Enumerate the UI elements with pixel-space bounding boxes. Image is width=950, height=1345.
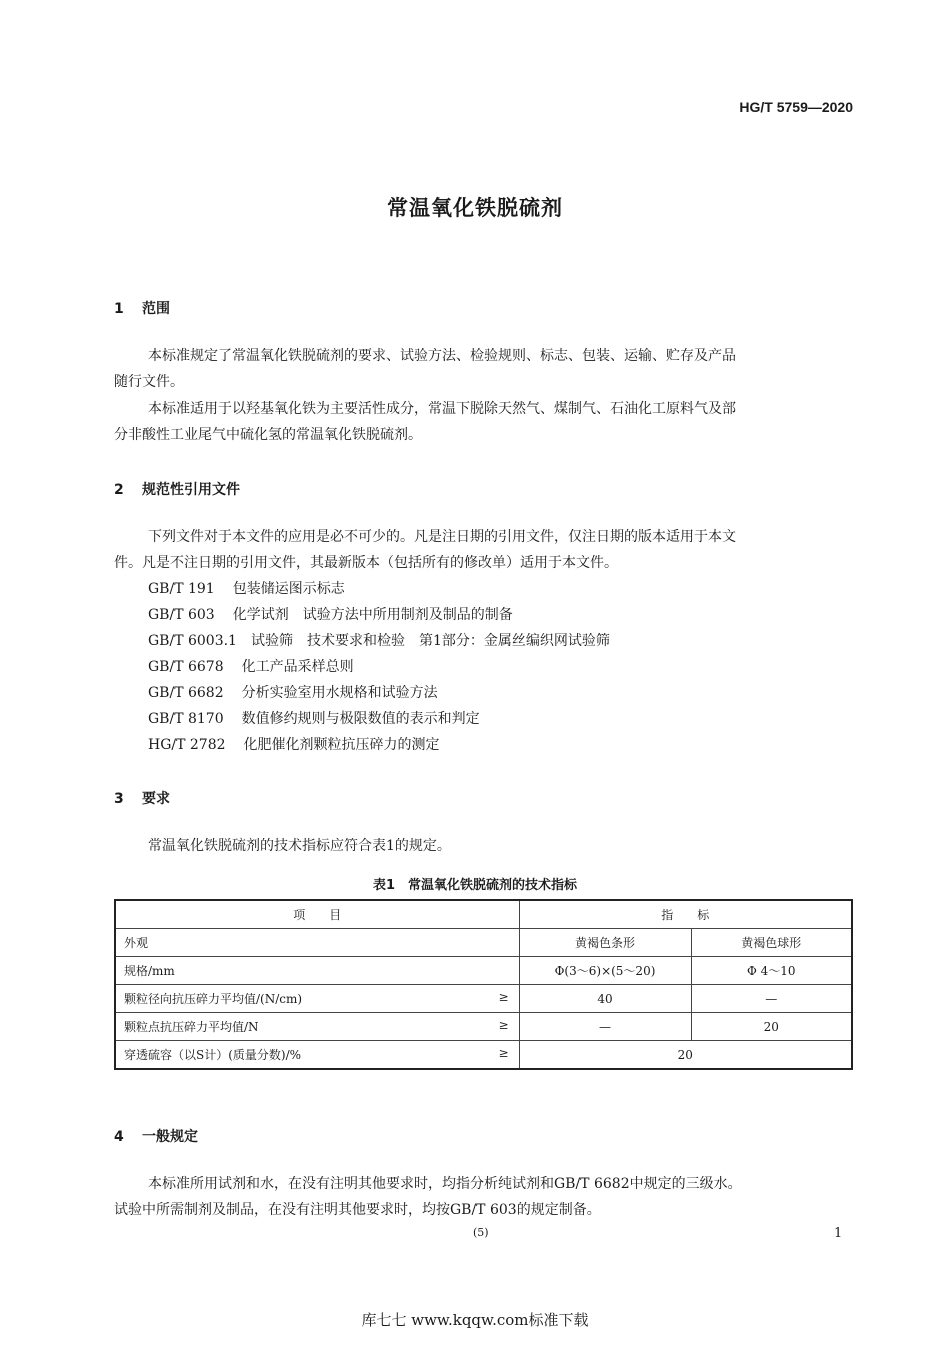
row-item: [115, 957, 519, 985]
row-item: [115, 1013, 519, 1041]
ref-code: GB/T 6678: [148, 659, 224, 675]
normative-intro: [114, 524, 854, 576]
reference-item: [148, 732, 610, 758]
reference-item: [148, 706, 610, 732]
reference-list: [148, 576, 610, 758]
text-line: 随行文件。: [114, 374, 184, 390]
table-row: [115, 957, 852, 985]
ref-name: 化学试剂 试验方法中所用制剂及制品的制备: [232, 607, 513, 623]
ref-name: 包装储运图示标志: [232, 581, 345, 597]
section-heading-requirements: [114, 788, 170, 808]
ref-name: 化工产品采样总则: [241, 659, 354, 675]
reference-item: [148, 576, 610, 602]
table-row: [115, 1013, 852, 1041]
section-heading-scope: [114, 298, 170, 318]
ref-code: GB/T 6682: [148, 685, 224, 701]
row-item: [115, 1041, 519, 1070]
reference-item: [148, 654, 610, 680]
text-line: 试验中所需制剂及制品，在没有注明其他要求时，均按GB/T 603的规定制备。: [114, 1202, 601, 1218]
operator: ≥: [498, 1018, 509, 1032]
ref-code: GB/T 6003.1: [148, 633, 237, 649]
standard-code: HG/T 5759—2020: [739, 99, 853, 115]
section-title: 规范性引用文件: [142, 482, 240, 498]
text-line: 本标准规定了常温氧化铁脱硫剂的要求、试验方法、检验规则、标志、包装、运输、贮存及产品: [148, 348, 736, 364]
text-line: 下列文件对于本文件的应用是必不可少的。凡是注日期的引用文件，仅注日期的版本适用于本文: [148, 529, 736, 545]
reference-item: [148, 680, 610, 706]
item-label: 颗粒点抗压碎力平均值/N: [124, 1020, 259, 1034]
text-line: 分非酸性工业尾气中硫化氢的常温氧化铁脱硫剂。: [114, 427, 422, 443]
ref-code: HG/T 2782: [148, 737, 226, 753]
requirements-text: [114, 833, 854, 859]
text-line: 本标准所用试剂和水，在没有注明其他要求时，均指分析纯试剂和GB/T 6682中规定的三级水。: [148, 1176, 742, 1192]
row-value-a: 40: [519, 985, 691, 1013]
text-line: 件。凡是不注日期的引用文件，其最新版本（包括所有的修改单）适用于本文件。: [114, 555, 618, 571]
section-number: 2: [114, 482, 124, 498]
row-value-b: 黄褐色球形: [691, 929, 852, 957]
section-heading-general: [114, 1126, 198, 1146]
table-row: [115, 929, 852, 957]
footer-watermark: 库七七 www.kqqw.com标准下载: [361, 1311, 589, 1329]
table-header-row: [115, 900, 852, 929]
section-heading-normative: [114, 479, 240, 499]
row-value-b: —: [691, 985, 852, 1013]
item-label: 外观: [124, 936, 149, 950]
text-line: 常温氧化铁脱硫剂的技术指标应符合表1的规定。: [148, 838, 451, 854]
section-number: 1: [114, 301, 124, 317]
ref-code: GB/T 603: [148, 607, 215, 623]
header-item: 项 目: [115, 900, 519, 929]
row-value-a: —: [519, 1013, 691, 1041]
document-title: 常温氧化铁脱硫剂: [387, 196, 563, 220]
row-item: [115, 985, 519, 1013]
ref-name: 试验筛 技术要求和检验 第1部分：金属丝编织网试验筛: [250, 633, 610, 649]
row-value-b: Φ 4～10: [691, 957, 852, 985]
reference-item: [148, 628, 610, 654]
row-value-a: Φ(3～6)×(5～20): [519, 957, 691, 985]
scope-paragraph-2: [114, 396, 854, 448]
item-label: 穿透硫容（以S计）(质量分数)/%: [124, 1048, 302, 1062]
section-title: 范围: [142, 301, 170, 317]
scope-paragraph-1: [114, 343, 854, 395]
ref-name: 数值修约规则与极限数值的表示和判定: [241, 711, 480, 727]
section-number: 3: [114, 791, 124, 807]
reference-item: [148, 602, 610, 628]
row-value-merged: 20: [519, 1041, 852, 1070]
row-value-a: 黄褐色条形: [519, 929, 691, 957]
text-line: 本标准适用于以羟基氧化铁为主要活性成分，常温下脱除天然气、煤制气、石油化工原料气及部: [148, 401, 736, 417]
page-number-parenthesized: (5): [473, 1226, 489, 1239]
section-number: 4: [114, 1129, 124, 1145]
table-row: [115, 1041, 852, 1070]
operator: ≥: [498, 990, 509, 1004]
ref-name: 化肥催化剂颗粒抗压碎力的测定: [243, 737, 440, 753]
row-item: [115, 929, 519, 957]
ref-name: 分析实验室用水规格和试验方法: [241, 685, 438, 701]
table-row: [115, 985, 852, 1013]
header-index: 指 标: [519, 900, 852, 929]
general-paragraph: [114, 1171, 854, 1223]
table-caption: 表1 常温氧化铁脱硫剂的技术指标: [372, 878, 578, 893]
item-label: 颗粒径向抗压碎力平均值/(N/cm): [124, 992, 303, 1006]
operator: ≥: [498, 1046, 509, 1060]
ref-code: GB/T 8170: [148, 711, 224, 727]
ref-code: GB/T 191: [148, 581, 215, 597]
section-title: 要求: [142, 791, 170, 807]
spec-table: [114, 899, 853, 1070]
row-value-b: 20: [691, 1013, 852, 1041]
item-label: 规格/mm: [124, 964, 175, 978]
section-title: 一般规定: [142, 1129, 198, 1145]
page-number: 1: [834, 1226, 843, 1241]
